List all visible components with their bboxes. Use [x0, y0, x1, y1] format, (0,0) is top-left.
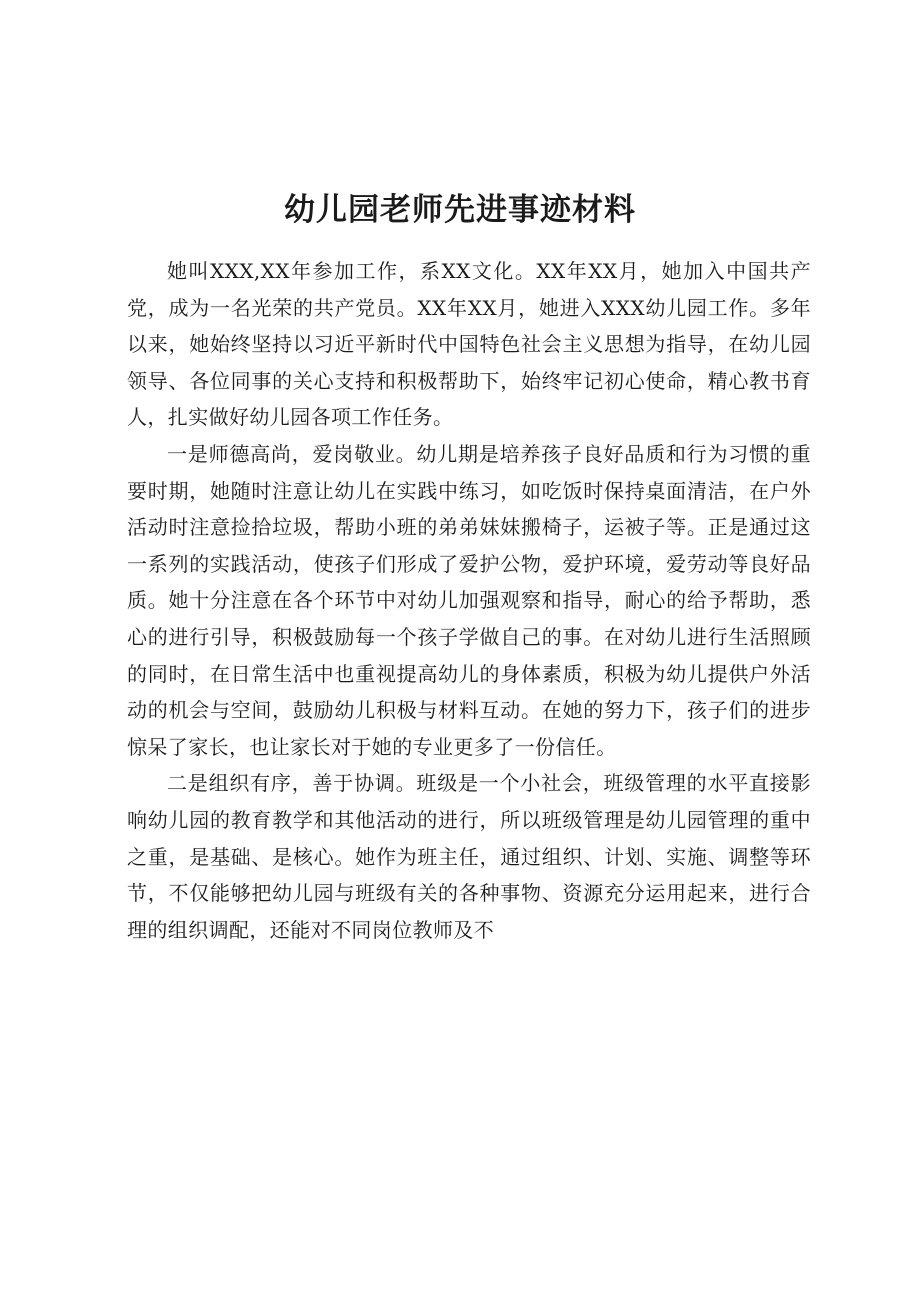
- document-body: [127, 253, 811, 948]
- paragraph-intro: 她叫XXX,XX年参加工作，系XX文化。XX年XX月，她加入中国共产党，成为一名光荣的共产党员。XX年XX月，她进入XXX幼儿园工作。多年以来，她始终坚持以习近平新时代中国特色社会主义思想为指导，在幼儿园领导、各位同事的关心支持和积极帮助下，始终牢记初心使命，精心教书育人，扎实做好幼儿园各项工作任务。: [127, 259, 811, 430]
- paragraph-ethics: 一是师德高尚，爱岗敬业。幼儿期是培养孩子良好品质和行为习惯的重要时期，她随时注意让幼儿在实践中练习，如吃饭时保持桌面清洁，在户外活动时注意捡拾垃圾，帮助小班的弟弟妹妹搬椅子，运被子等。正是通过这一系列的实践活动，使孩子们形成了爱护公物，爱护环境，爱劳动等良好品质。她十分注意在各个环节中对幼儿加强观察和指导，耐心的给予帮助，悉心的进行引导，积极鼓励每一个孩子学做自己的事。在对幼儿进行生活照顾的同时，在日常生活中也重视提高幼儿的身体素质，积极为幼儿提供户外活动的机会与空间，鼓励幼儿积极与材料互动。在她的努力下，孩子们的进步惊呆了家长，也让家长对于她的专业更多了一份信任。: [127, 441, 811, 759]
- document-title: 幼儿园老师先进事迹材料: [284, 192, 636, 228]
- paragraph-organization: 二是组织有序，善于协调。班级是一个小社会，班级管理的水平直接影响幼儿园的教育教学和其他活动的进行，所以班级管理是幼儿园管理的重中之重，是基础、是核心。她作为班主任，通过组织、计划、实施、调整等环节，不仅能够把幼儿园与班级有关的各种事物、资源充分运用起来，进行合理的组织调配，还能对不同岗位教师及不: [127, 771, 811, 942]
